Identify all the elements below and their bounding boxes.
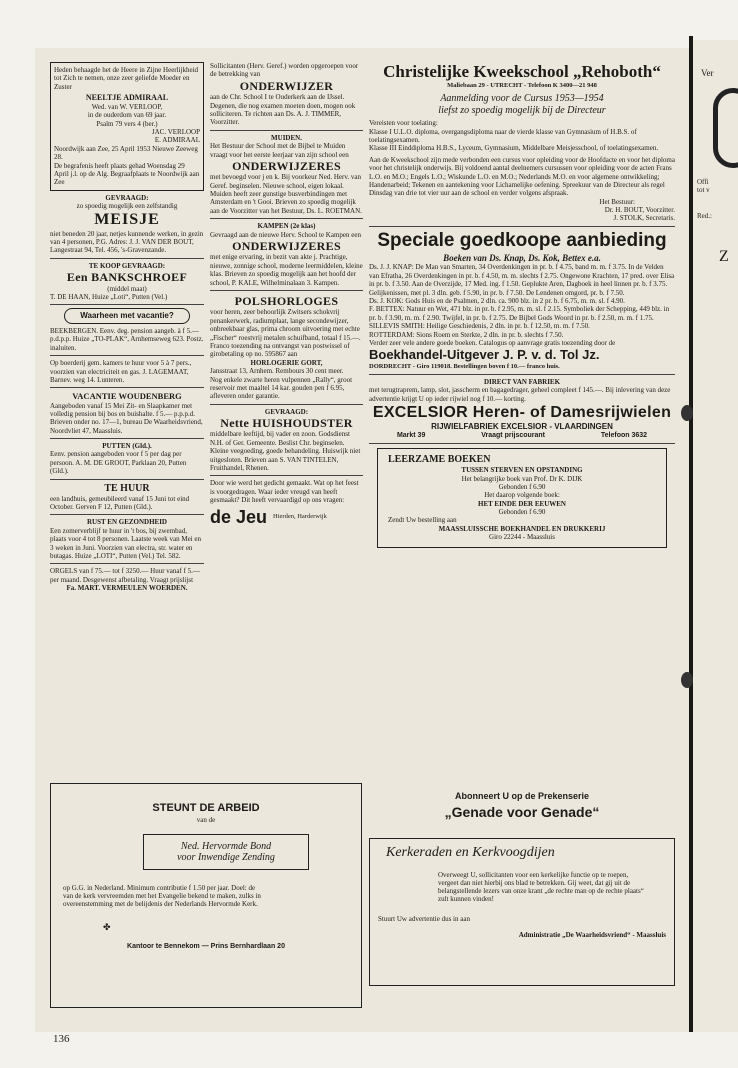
bankschroef-sub: (middel maat): [107, 284, 147, 293]
kerkeraden-admin: Administratie „De Waarheidsvriend“ - Maassluis: [518, 931, 666, 939]
putten-head: PUTTEN (Gld.).: [102, 442, 152, 451]
onderwijzer-body: aan de Chr. School I te Ouderkerk aan de IJssel. Degenen, die nog examen moeten doen, mogen ook solliciteren. Te richten aan Ds. A. J. TIMMER, Voorzitter.: [210, 93, 356, 127]
rehoboth-klasse-3: Klasse III Einddiploma H.B.S., Lyceum, Gymnasium, Middelbare Meisjesschool, of toelatingsexamen.: [369, 144, 659, 153]
steunt-bullet-icon: ✤: [103, 922, 111, 932]
vacantie-heading: Waarheen met vacantie?: [64, 308, 190, 324]
steunt-body: op G.G. in Nederland. Minimum contributie f 1.50 per jaar. Doel: de van de kerk vervreemden met het Evangelie bekend te maken, zulks in overeenstemming met de belijdenis der Nederlands Hervormde Kerk.: [63, 884, 261, 908]
binding-hole-icon: [681, 405, 693, 421]
orgels-body: ORGELS van f 75.— tot f 3250.— Huur vanaf f 5.— per maand. Desgewenst afbetaling. Vraagt prijslijst: [50, 567, 200, 584]
column-1: [50, 62, 204, 593]
ad-onderwijzer: [210, 62, 363, 131]
ad-steunt-de-arbeid: [50, 783, 362, 1008]
ad-woudenberg: [50, 391, 204, 439]
ad-bankschroef: [50, 262, 204, 306]
obit-intro: Heden behaagde het de Heere in Zijne Heerlijkheid tot Zich te nemen, onze zeer geliefde Moeder en Zuster: [54, 66, 199, 91]
boerderij-text: Op boerderij gem. kamers te huur voor 5 à 7 pers., voorzien van electriciteit en gas. J. LAGEMAAT, Barnev. weg 14. Lunteren.: [50, 359, 192, 384]
muiden-body-1: Het Bestuur der School met de Bijbel te Muiden vraagt voor het eerste leerjaar van zijn school een: [210, 142, 349, 159]
rehoboth-title: Christelijke Kweekschool „Rehoboth“: [383, 62, 661, 81]
rehoboth-board: Het Bestuur:: [599, 197, 635, 206]
next-page-edge: [693, 40, 738, 1032]
fabriek-head: DIRECT VAN FABRIEK: [483, 377, 561, 386]
bottom-right-section: [369, 783, 675, 1008]
obit-age: in de ouderdom van 69 jaar.: [87, 111, 167, 120]
leerzaam-intro-2: Het daarop volgende boek:: [484, 491, 560, 500]
excelsior-phone: Telefoon 3632: [600, 431, 648, 439]
tehuur-body: een landhuis, gemeubileerd vanaf 15 Juni tot eind October. Gerven F 12, Putten (Gld.).: [50, 494, 190, 512]
excelsior-price: Vraagt prijscourant: [481, 431, 546, 439]
leerzaam-giro: Giro 22244 - Maassluis: [489, 533, 555, 542]
leerzaam-title-2: HET EINDE DER EEUWEN: [478, 499, 566, 508]
speciale-footer: Verder zeer vele andere goede boeken. Catalogus op aanvrage gratis toezending door de: [369, 338, 616, 347]
polshorloges-body: voor heren, zeer behoorlijk Zwitsers schokvrij penankerwerk, radiumplaat, lange secondewijzer, onbreekbaar glas, prima chroom uitvoering met echte „Fischer“ roestvrij metalen schuifband, totaal f 15.—. Franco toezending na ontvangst van postwissel of girobetaling op no. 595867 aan: [210, 308, 361, 359]
abonneert-text: Abonneert U op de Prekenserie: [454, 791, 590, 801]
page-number: 136: [53, 1033, 70, 1045]
ad-polshorloges: [210, 294, 363, 405]
ad-leerzame-boeken: [377, 448, 667, 548]
speciale-pub-addr: DORDRECHT - Giro 119018. Bestellingen boven f 10.— franco huis.: [369, 362, 560, 370]
ad-orgels: [50, 567, 204, 592]
newspaper-page: [35, 48, 689, 1045]
fabriek-body: met terugtraprem, lamp, slot, jasscherm en bagagedrager, geheel compleet f 145.—. Bij inlevering van deze advertentie krijgt U op ieder rijwiel nog f 10.— korting.: [369, 386, 671, 403]
next-page-text: Ver: [701, 68, 714, 78]
ad-meisje: [50, 194, 204, 259]
polshorloges-head: POLSHORLOGES: [234, 293, 339, 308]
meisje-body: niet beneden 20 jaar, netjes kunnende werken, in gezin van 4 personen, P.G. Adres: J. J. VAN DER BOUT, Langestraat 94, Tel. 456, 's-Gravenzande.: [50, 229, 204, 255]
speciale-item-knap: Ds. J. J. KNAP: De Man van Smarten, 34 Overdenkingen in pr. b. f 4.75, band m. m. f 3.75. In de Velden van Efratha, 26 Overdenkingen in pr. b. f 4.50, m. m. slechts f 2.75. Ongewone Krachten, 17 pred. over Elisa in pr. b. f 3.50. Aan de Overzijde, 17 Med. ing. f 1.50. Geplukte Aren, Dagboek in heel linnen pr. b. f 3.75. Gelijkenissen, met pl. 3 dln. geb. f 5.90, in pr. b. f 7.50. De Lendenen omgord, pr. b. f 7.50.: [369, 263, 675, 297]
dejeu-logo: de Jeu: [210, 506, 268, 527]
speciale-list: [369, 263, 675, 339]
leerzaam-title-1: TUSSEN STERVEN EN OPSTANDING: [461, 466, 583, 475]
onderwijzer-head: ONDERWIJZER: [239, 78, 334, 93]
column-2: [210, 62, 363, 528]
steunt-head: STEUNT DE ARBEID: [152, 802, 260, 814]
steunt-org-1: Ned. Hervormde Bond: [180, 841, 272, 852]
meisje-head: MEISJE: [94, 211, 160, 229]
kampen-head-2: ONDERWIJZERES: [232, 239, 341, 254]
bankschroef-head: Een BANKSCHROEF: [66, 270, 188, 285]
column-3: [369, 62, 675, 548]
kampen-body: met enige ervaring, in bezit van akte j. Prachtige, nieuwe, zonnige school, moderne leermiddelen, kleine klas. Brieven zo spoedig mogelijk aan het hoofd der school, P. KALE, Wilhelminalaan 3. Kampen.: [210, 253, 363, 287]
leerzaam-shop: MAASSLUISSCHE BOEKHANDEL EN DRUKKERIJ: [438, 524, 606, 533]
steunt-org-2: voor Inwendige Zending: [177, 852, 275, 863]
leerzaam-desc-1: Het belangrijke boek van Prof. Dr K. DIJK: [461, 474, 583, 483]
obit-place: Noordwijk aan Zee, 25 April 1953 Nieuwe Zeeweg 28.: [54, 144, 198, 162]
kerkeraden-head: Kerkeraden en Kerkvoogdijen: [386, 845, 555, 860]
steunt-org-box: [143, 834, 309, 870]
speciale-item-rotterdam: ROTTERDAM: Sions Roem en Sterkte, 2 dln. in pr. b. slechts f 7.50.: [369, 330, 564, 339]
obit-widow: Wed. van W. VERLOOP,: [91, 102, 163, 111]
polshorloges-addr: Jansstraat 13, Arnhem. Rembours 30 cent meer.: [210, 367, 344, 376]
steunt-sub: van de: [196, 816, 216, 824]
kampen-head: KAMPEN (2e klas): [257, 222, 316, 231]
obit-psalm: Psalm 79 vers 4 (ber.): [96, 119, 158, 128]
next-page-tot: tot v: [697, 186, 710, 194]
binding-hole-icon: [681, 672, 693, 688]
speciale-publisher: Boekhandel-Uitgever J. P. v. d. Tol Jz.: [369, 347, 600, 363]
bankschroef-title: TE KOOP GEVRAAGD:: [88, 261, 166, 270]
meisje-sub: zo spoedig mogelijk een zelfstandig: [76, 202, 178, 211]
beekbergen-text: BEEKBERGEN. Eenv. deg. pension aangeb. à f 5.— p.d.p.p. Huize „TO-PLAK“, Arnhemseweg 623. Postz. inaluiten.: [50, 326, 204, 352]
prekenserie-title: „Genade voor Genade“: [444, 804, 600, 820]
excelsior-factory: RIJWIELFABRIEK EXCELSIOR - VLAARDINGEN: [431, 422, 613, 432]
obit-sign-2: E. ADMIRAAL: [154, 136, 200, 145]
obit-burial: De begrafenis heeft plaats gehad Woensdag 29 April j.l. op de Alg. Begraafplaats te Noordwijk aan Zee: [54, 161, 200, 187]
rehoboth-sub-1: Aanmelding voor de Cursus 1953—1954: [440, 93, 604, 105]
rehoboth-address: Maliebaan 29 - UTRECHT - Telefoon K 3400—21 948: [447, 82, 597, 90]
speciale-head: Speciale goedkoope aanbieding: [377, 229, 667, 251]
huishoudster-body: middelbare leeftijd, bij vader en zoon. Godsdienst N.H. of Ger. Gemeente. Beslist Chr. beginselen. Kleine veegoeding, goede behandeling. Huiswijk niet uitgesloten. Brieven aan S. VAN TINTELEN, Fruithandel, Rhenen.: [210, 430, 361, 473]
rehoboth-klasse-1: Klasse I U.L.O. diploma, overgangsdiploma naar de vierde klasse van Gymnasium of H.B.S. of toelatingsexamen.: [369, 127, 637, 144]
next-page-offi: Offi: [697, 178, 709, 186]
polshorloges-extra: Nog enkele zwarte heren vulpennen „Rally“, groot reservoir met maaltel 14 kar. gouden pen f 6.95, afleveren onder garantie.: [210, 375, 353, 401]
excelsior-contact: [369, 432, 675, 440]
next-page-emblem-icon: [713, 88, 738, 168]
speciale-item-kok: Ds. J. KOK: Gods Huis en de Psalmen, 2 dln. ca. 900 blz. in 2 pr. b. f 6.75, m. m. sl. f 4.90.: [369, 297, 625, 306]
onderwijzer-intro: Sollicitanten (Herv. Geref.) worden opgeroepen voor de betrekking van: [210, 62, 359, 79]
dejeu-sign: Hierden, Harderwijk: [273, 513, 327, 521]
ad-rehoboth: [369, 62, 675, 227]
excelsior-brand: EXCELSIOR Heren- of Damesrijwielen: [372, 403, 672, 421]
ad-huishoudster: [210, 408, 363, 477]
ad-muiden: [210, 134, 363, 220]
kerkeraden-send: Stuurt Uw advertentie dus in aan: [378, 915, 470, 923]
obituary-notice: [50, 62, 204, 191]
ad-tehuur: [50, 483, 204, 516]
ad-kerkeraden: [369, 838, 675, 986]
dejeu-body: Door wie werd het gedicht gemaakt. Wat op het feest is voorgedragen. Waar ieder vreugd van heeft gesmaakt? Dit heeft vervaardigd op ons vragen:: [210, 479, 359, 505]
leerzaam-head: LEERZAME BOEKEN: [388, 454, 491, 466]
muiden-head-2: ONDERWIJZERES: [232, 158, 341, 173]
leerzaam-price-1: Gebonden f 6.90: [498, 482, 546, 491]
ad-de-jeu: [210, 479, 363, 528]
ad-speciale: [369, 230, 675, 375]
ad-excelsior: [369, 378, 675, 444]
tehuur-head: TE HUUR: [104, 482, 150, 494]
rehoboth-sign-1: Dr. H. BOUT, Voorzitter.: [604, 206, 675, 215]
speciale-item-bettex: F. BETTEX: Natuur en Wet, 471 blz. in pr. b. f 2.95, m. m. sl. f 2.15. Symboliek der Schepping, 449 blz. in pr. b. f 3.90, m. m. f 2.90. Twijfel, in pr. b. f 2.75. De Bijbel Gods Woord in pr. b. f 2.50, m. m. f 1.75.: [369, 305, 670, 322]
orgels-sign: Fa. MART. VERMEULEN WOERDEN.: [66, 584, 188, 593]
obit-name: NEELTJE ADMIRAAL: [85, 93, 169, 103]
kampen-intro: Gevraagd aan de nieuwe Herv. School te Kampen een: [210, 230, 361, 239]
meisje-title: GEVRAAGD:: [105, 193, 149, 202]
rehoboth-sign-2: J. STOLK, Secretaris.: [613, 214, 675, 223]
rehoboth-sub-2: liefst zo spoedig mogelijk bij de Directeur: [438, 105, 606, 117]
rehoboth-req-head: Vereisten voor toelating:: [369, 119, 438, 128]
huishoudster-title: GEVRAAGD:: [264, 407, 309, 416]
leerzaam-order: Zendt Uw bestelling aan: [388, 516, 457, 525]
rehoboth-body: Aan de Kweekschool zijn mede verbonden een cursus voor opleiding voor de Hoofdacte en voor het diploma voor het christelijk onderwijs. Bij voldoend aantal deelnemers cursussen voor opleiding voor de acten Frans L.O. en M.O.; Engels L.O.; Wiskunde L.O. en M.O.; Nederlands M.O. en voor algemene ontwikkeling; Handenarbeid; Tekenen en aantekening voor Lichamelijke oefening. Spreekuur van de Directeur als regel Dinsdag van drie tot vier uur aan de school en verder volgens afspraak.: [369, 155, 675, 198]
ad-kampen: [210, 222, 363, 291]
ad-putten: [50, 442, 204, 480]
huishoudster-head: Nette HUISHOUDSTER: [220, 416, 353, 431]
excelsior-market: Markt 39: [396, 431, 426, 439]
ad-beekbergen: [50, 327, 204, 356]
next-page-red: Red.:: [697, 212, 712, 220]
leerzaam-price-2: Gebonden f 6.90: [498, 508, 546, 517]
obit-sign-1: JAC. VERLOOP: [151, 127, 200, 136]
rust-head: RUST EN GEZONDHEID: [86, 518, 167, 527]
polshorloges-sign: HORLOGERIE GORT,: [250, 358, 323, 367]
speciale-item-sillevis: SILLEVIS SMITH: Heilige Geschiedenis, 2 dln. in pr. b. f 12.50, m. m. f 7.50.: [369, 322, 590, 331]
speciale-sub: Boeken van Ds. Knap, Ds. Kok, Bettex e.a.: [443, 252, 601, 263]
putten-body: Eenv. pension aangeboden voor f 5 per dag per persoon. A. M. DE GROOT, Parklaan 20, Putten (Gld.).: [50, 450, 187, 476]
next-page-z: Z: [719, 248, 729, 265]
woudenberg-body: Aangeboden vanaf 15 Mei Zit- en Slaapkamer met volledig pension bij bos en buishalte. f 5.— p.p.p.d. Brieven onder no. 17—1, bureau De Waarheidsvriend, Noordvliet 47, Maassluis.: [50, 401, 203, 435]
muiden-head: MUIDEN.: [271, 133, 302, 142]
ad-rust: [50, 518, 204, 564]
kerkeraden-body: Overweegt U, sollicitanten voor een kerkelijke functie op te roepen, vergeet dan niet hierbij ons blad te betrekken. Gij weet, dat gij uit de belangstellende lezers van onze krant „de rechte man op de rechte plaats“ zult kunnen vinden!: [438, 871, 644, 903]
bankschroef-body: T. DE HAAN, Huize „Loti“, Putten (Vel.): [50, 292, 168, 301]
ad-boerderij: [50, 359, 204, 388]
woudenberg-head: VACANTIE WOUDENBERG: [72, 391, 182, 402]
steunt-office: Kantoor te Bennekom — Prins Bernhardlaan 20: [127, 943, 285, 950]
rust-body: Een zomerverblijf te huur in 't bos, bij zwembad, plaats voor 4 tot 8 personen. Laatste week van Mei en 3 weken in Juni. Voorzien van electra, str. water en butagas. Huize „LOTI“, Putten (Vel.) Tel. 582.: [50, 526, 202, 560]
muiden-body-2: met bevoegd voor j en k. Bij voorkeur Ned. Herv. van Geref. beginselen. Nieuwe school, eigen lokaal. Muiden heeft zeer gunstige busverbindingen met Amsterdam en 't Gooi. Brieven zo spoedig mogelijk aan de Voorzitter van het Bestuur, Ds. L. ROETMAN.: [210, 173, 362, 215]
